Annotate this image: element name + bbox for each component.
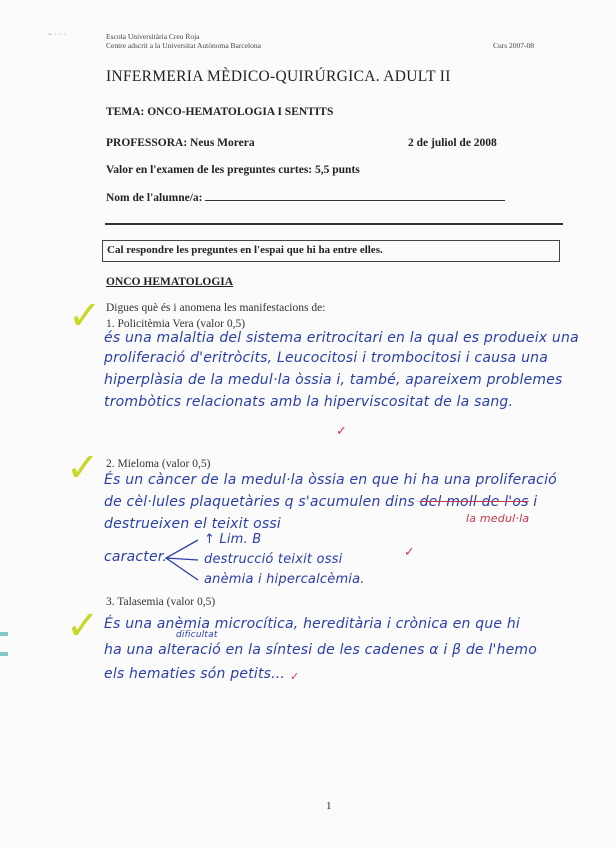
grader-tick-icon: ✓: [290, 670, 300, 683]
question-1-answer-line: és una malaltia del sistema eritrocitari en la qual es produeix una: [104, 330, 579, 346]
question-2-label: 2. Mieloma (valor 0,5): [106, 458, 211, 470]
question-2-answer-line: destrueixen el teixit ossi: [104, 516, 281, 532]
student-name-label: Nom de l'alumne/a:: [106, 192, 203, 204]
question-2-answer-line: [104, 494, 537, 510]
points-value: Valor en l'examen de les preguntes curtes: 5,5 punts: [106, 164, 360, 176]
characteristic-item: anèmia i hipercalcèmia.: [204, 572, 365, 587]
question-3-answer-line: ha una alteració en la síntesi de les cadenes α i β de l'hemo: [104, 642, 538, 658]
grader-tick-icon: ✓: [404, 545, 415, 560]
question-1-answer-line: trombòtics relacionats amb la hiperviscositat de la sang.: [104, 394, 514, 410]
student-name-field[interactable]: [205, 190, 505, 201]
grader-correction: la medul·la: [466, 512, 530, 525]
answer-text: de cèl·lules plaquetàries q s'acumulen dins: [104, 494, 415, 510]
characteristic-item: destrucció teixit ossi: [204, 552, 343, 567]
question-3-answer-line: És una anèmia microcítica, hereditària i crònica en que hi: [104, 616, 521, 632]
answer-insertion: dificultat: [176, 630, 218, 640]
question-3-label: 3. Talasemia (valor 0,5): [106, 596, 216, 608]
school-line-1: Escola Universitària Creu Roja: [106, 32, 200, 41]
bracket-lines: [160, 536, 200, 586]
section-heading: ONCO HEMATOLOGIA: [106, 276, 234, 288]
check-mark-q2: ✓: [66, 445, 100, 491]
question-3-answer-line: els hematies són petits...: [104, 666, 286, 682]
course-year: Curs 2007-08: [493, 41, 535, 50]
student-name-row: [106, 190, 505, 204]
page-edge-mark: [0, 652, 8, 656]
check-mark-q1: ✓: [68, 293, 102, 339]
page-number: 1: [326, 800, 332, 812]
school-line-2: Centre adscrit a la Universitat Autònoma Barcelona: [106, 41, 261, 50]
divider-rule: [105, 223, 563, 225]
struck-text: del moll de l'os: [419, 494, 529, 510]
exam-title: INFERMERIA MÈDICO-QUIRÚRGICA. ADULT II: [106, 68, 451, 85]
questions-intro: Digues què és i anomena les manifestacions de:: [106, 302, 326, 314]
answer-text: i: [533, 494, 538, 510]
question-1-label: 1. Policitèmia Vera (valor 0,5): [106, 318, 246, 330]
margin-note: ~ · · ·: [48, 30, 67, 39]
exam-date: 2 de juliol de 2008: [408, 137, 497, 149]
characteristic-item: ↑ Lim. B: [204, 532, 262, 547]
topic: TEMA: ONCO-HEMATOLOGIA I SENTITS: [106, 106, 334, 118]
teacher: PROFESSORA: Neus Morera: [106, 137, 255, 149]
instruction-text: Cal respondre les preguntes en l'espai que hi ha entre elles.: [107, 244, 383, 256]
grader-tick-icon: ✓: [336, 424, 347, 439]
page-edge-mark: [0, 632, 8, 636]
question-1-answer-line: proliferació d'eritròcits, Leucocitosi i trombocitosi i causa una: [104, 350, 549, 366]
check-mark-q3: ✓: [66, 603, 100, 649]
characteristics-label: caracter.: [104, 549, 168, 565]
question-2-answer-line: És un càncer de la medul·la òssia en que hi ha una proliferació: [104, 472, 557, 488]
question-1-answer-line: hiperplàsia de la medul·la òssia i, també, apareixem problemes: [104, 372, 563, 388]
